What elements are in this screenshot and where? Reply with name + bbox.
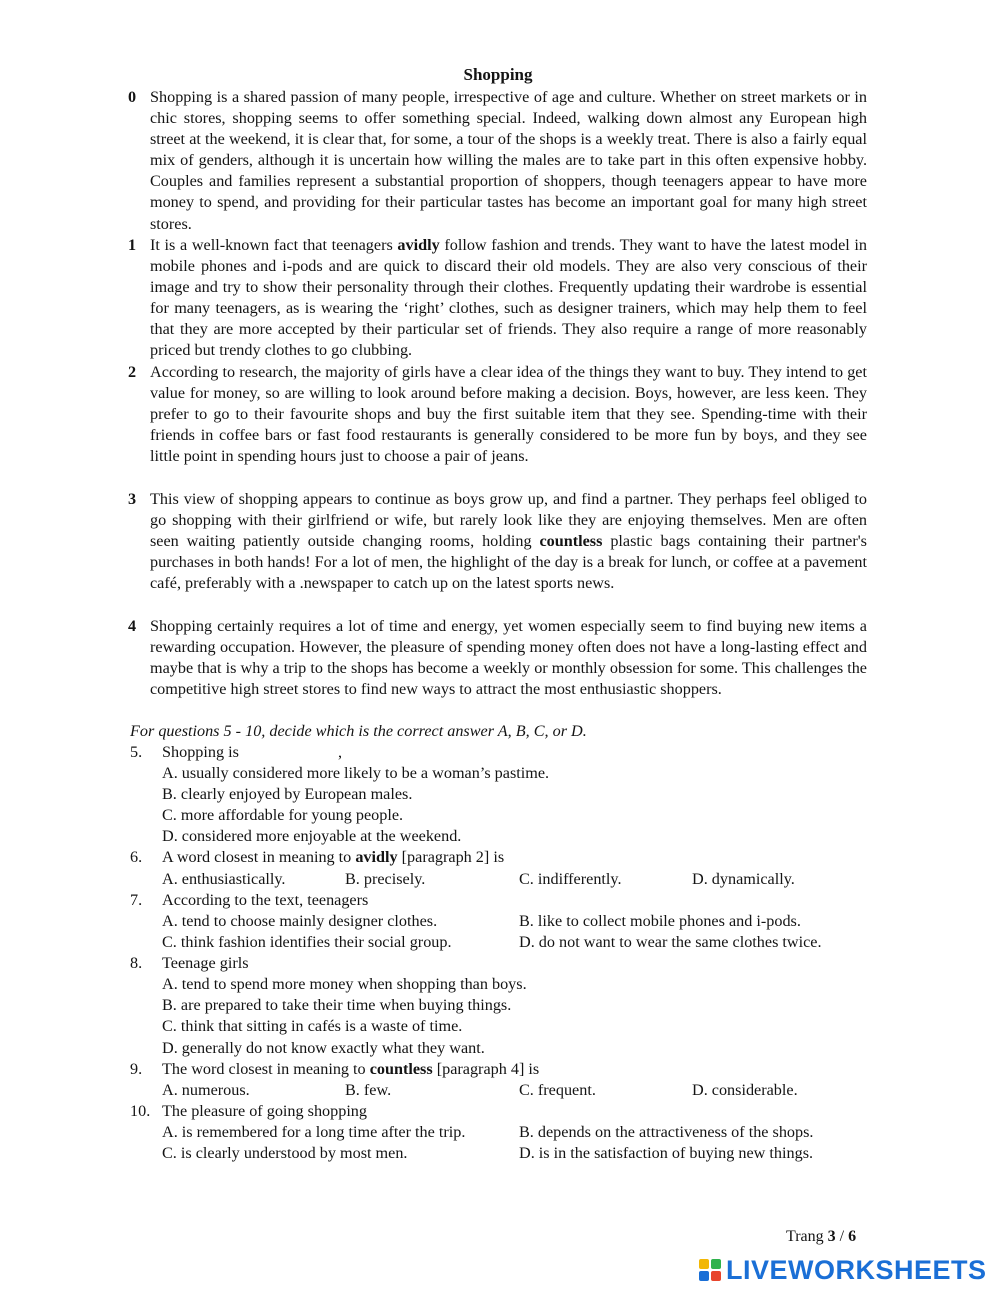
answer-option[interactable]: C. frequent. bbox=[519, 1081, 596, 1099]
answer-option[interactable]: D. considerable. bbox=[692, 1081, 798, 1099]
page-number-total: 6 bbox=[848, 1228, 857, 1245]
answer-option[interactable]: B. few. bbox=[345, 1081, 392, 1099]
answer-option[interactable]: D. do not want to wear the same clothes twice. bbox=[519, 933, 822, 951]
paragraph-number: 4 bbox=[128, 617, 137, 635]
answer-option[interactable]: B. precisely. bbox=[345, 870, 426, 888]
paragraph-2: According to research, the majority of girls have a clear idea of the things they want to buy. They intend to get value for money, so are willing to look around before making a decision. Boys, however, are less keen. They prefer to go to their favourite shops and buy the first suitable item that they see. Spending-time with their friends in coffee bars or fast food restaurants is generally considered to be more fun by boys, and they see little point in spending hours just to choose a pair of jeans. bbox=[150, 363, 867, 466]
answer-option[interactable]: D. is in the satisfaction of buying new things. bbox=[519, 1144, 814, 1162]
paragraph-number: 0 bbox=[128, 88, 137, 106]
question-number: 7. bbox=[130, 891, 143, 909]
logo-square bbox=[699, 1259, 709, 1269]
logo-square bbox=[711, 1259, 721, 1269]
answer-option[interactable]: A. usually considered more likely to be a woman’s pastime. bbox=[162, 764, 550, 782]
answer-option[interactable]: D. dynamically. bbox=[692, 870, 795, 888]
page-number-prefix: Trang bbox=[786, 1228, 828, 1245]
page-number-separator: / bbox=[835, 1228, 849, 1245]
answer-option[interactable]: B. like to collect mobile phones and i-pods. bbox=[519, 912, 801, 930]
answer-option[interactable]: A. numerous. bbox=[162, 1081, 250, 1099]
question-number: 8. bbox=[130, 954, 143, 972]
paragraph-number: 2 bbox=[128, 363, 137, 381]
question-stem: According to the text, teenagers bbox=[162, 891, 369, 909]
question-stem: Shopping is , bbox=[162, 743, 343, 761]
paragraph-3: This view of shopping appears to continue as boys grow up, and find a partner. They perhaps feel obliged to go shopping with their girlfriend or wife, but rarely look like they are enjoying themselves. Men are often seen waiting patiently outside changing rooms, holding countless plastic bags containing their partner's purchases in both hands! For a lot of men, the highlight of the day is a break for lunch, or coffee at a pavement café, preferably with a .newspaper to catch up on the latest sports news. bbox=[150, 490, 867, 593]
paragraph-4: Shopping certainly requires a lot of time and energy, yet women especially seem to find buying new items a rewarding occupation. However, the pleasure of spending money often does not have a long-lasting effect and maybe that is why a trip to the shops has become a weekly or monthly obsession for some. This challenges the competitive high street stores to find new ways to attract the most enthusiastic shoppers. bbox=[150, 617, 867, 699]
question-number: 10. bbox=[130, 1102, 151, 1120]
question-number: 5. bbox=[130, 743, 143, 761]
logo-text: LIVEWORKSHEETS bbox=[726, 1254, 987, 1285]
liveworksheets-logo bbox=[698, 1255, 987, 1285]
answer-option[interactable]: A. enthusiastically. bbox=[162, 870, 286, 888]
answer-option[interactable]: D. considered more enjoyable at the weekend. bbox=[162, 827, 462, 845]
answer-option[interactable]: C. indifferently. bbox=[519, 870, 622, 888]
logo-square bbox=[711, 1271, 721, 1281]
page-title: Shopping bbox=[463, 65, 533, 84]
answer-option[interactable]: A. tend to spend more money when shopping than boys. bbox=[162, 975, 527, 993]
question-stem: The word closest in meaning to countless [paragraph 4] is bbox=[162, 1060, 540, 1078]
answer-option[interactable]: B. are prepared to take their time when buying things. bbox=[162, 996, 512, 1014]
answer-option[interactable]: D. generally do not know exactly what they want. bbox=[162, 1039, 485, 1057]
logo-square bbox=[699, 1271, 709, 1281]
page-number bbox=[786, 1227, 856, 1247]
paragraph-0: Shopping is a shared passion of many people, irrespective of age and culture. Whether on street markets or in chic stores, shopping seems to offer something special. Indeed, walking down almost any European high street at the weekend, it is clear that, for some, a tour of the shops is a weekly treat. There is also a fairly equal mix of genders, although it is uncertain how willing the males are to take part in this often expensive hobby. Couples and families represent a substantial proportion of shoppers, though teenagers appear to have more money to spend, and providing for their particular tastes has become an important goal for many high street stores. bbox=[150, 88, 867, 233]
page-number-current: 3 bbox=[827, 1228, 836, 1245]
question-number: 9. bbox=[130, 1060, 143, 1078]
instructions: For questions 5 - 10, decide which is the correct answer A, B, C, or D. bbox=[130, 722, 587, 740]
answer-option[interactable]: C. think that sitting in cafés is a waste of time. bbox=[162, 1017, 463, 1035]
answer-option[interactable]: B. depends on the attractiveness of the shops. bbox=[519, 1123, 814, 1141]
answer-option[interactable]: B. clearly enjoyed by European males. bbox=[162, 785, 413, 803]
question-stem: The pleasure of going shopping bbox=[162, 1102, 367, 1120]
answer-option[interactable]: C. is clearly understood by most men. bbox=[162, 1144, 408, 1162]
logo-icon bbox=[698, 1258, 722, 1282]
paragraph-1: It is a well-known fact that teenagers avidly follow fashion and trends. They want to have the latest model in mobile phones and i-pods and are quick to discard their old models. They are also very conscious of their image and try to show their personality through their clothes. Frequently updating their wardrobe is essential for many teenagers, as is wearing the ‘right’ clothes, such as designer trainers, which may help them to feel that they are more accepted by their particular set of friends. They also require a range of more reasonably priced but trendy clothes to go clubbing. bbox=[150, 236, 868, 360]
answer-option[interactable]: C. more affordable for young people. bbox=[162, 806, 404, 824]
answer-option[interactable]: A. is remembered for a long time after the trip. bbox=[162, 1123, 466, 1141]
question-number: 6. bbox=[130, 848, 143, 866]
question-stem: Teenage girls bbox=[162, 954, 249, 972]
paragraph-number: 1 bbox=[128, 236, 137, 254]
question-stem: A word closest in meaning to avidly [paragraph 2] is bbox=[162, 848, 505, 866]
answer-option[interactable]: A. tend to choose mainly designer clothes. bbox=[162, 912, 438, 930]
answer-option[interactable]: C. think fashion identifies their social group. bbox=[162, 933, 452, 951]
paragraph-number: 3 bbox=[128, 490, 137, 508]
